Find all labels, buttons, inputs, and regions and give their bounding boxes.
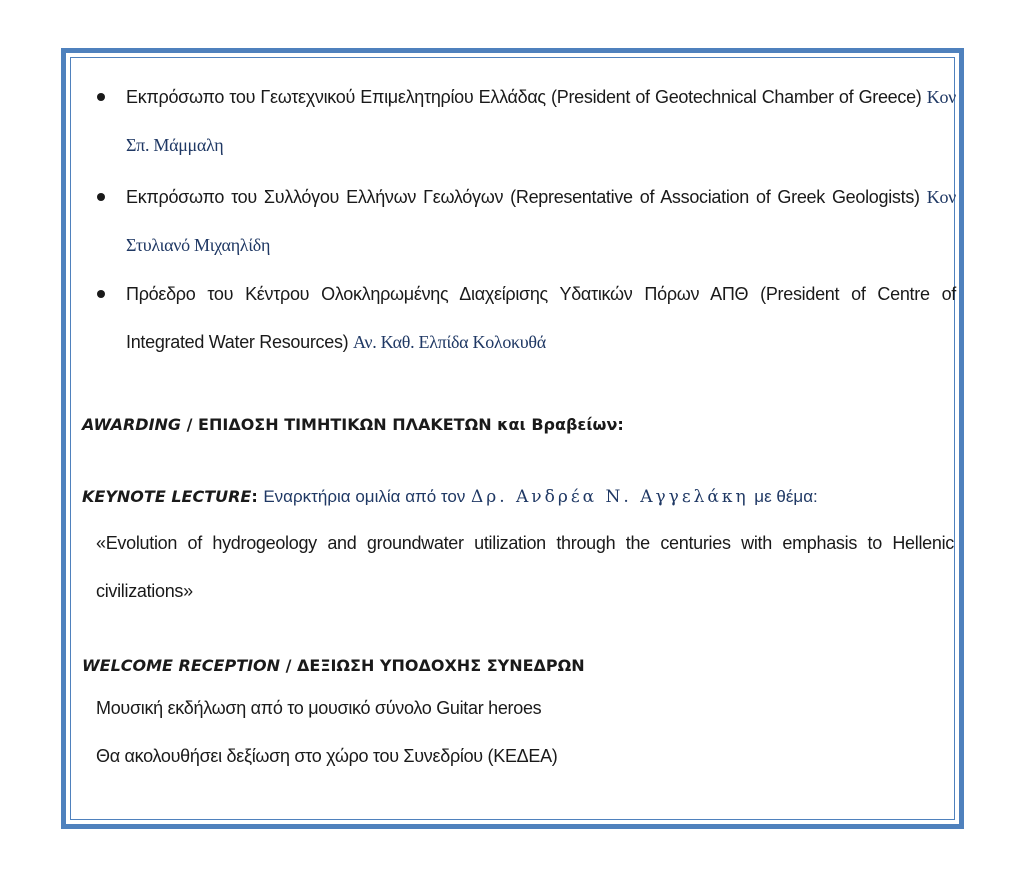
bullet-person-name: Κον Στυλιανό Μιχαηλίδη xyxy=(126,187,956,255)
reception-line-dinner: Θα ακολουθήσει δεξίωση στο χώρο του Συνεδρίου (ΚΕΔΕΑ) xyxy=(96,746,558,766)
bullet-text: Εκπρόσωπο του Συλλόγου Ελλήνων Γεωλόγων (Representative of Association of Greek Geologists) xyxy=(126,187,920,207)
bullet-item-geotechnical-chamber xyxy=(126,73,956,169)
reception-line-music: Μουσική εκδήλωση από το μουσικό σύνολο Guitar heroes xyxy=(96,698,542,718)
reception-heading xyxy=(82,656,585,675)
awarding-heading xyxy=(82,415,624,434)
document-frame xyxy=(61,48,964,829)
reception-heading-gr: / ΔΕΞΙΩΣΗ ΥΠΟΔΟΧΗΣ ΣΥΝΕΔΡΩΝ xyxy=(285,656,585,675)
bullet-item-greek-geologists xyxy=(126,173,956,269)
bullet-dot-icon xyxy=(97,93,105,101)
bullet-person-name: Κον Σπ. Μάμμαλη xyxy=(126,87,957,155)
reception-heading-en: WELCOME RECEPTION xyxy=(82,656,281,675)
bullet-person-name: Αν. Καθ. Ελπίδα Κολοκυθά xyxy=(353,332,546,352)
bullet-text: Εκπρόσωπο του Γεωτεχνικού Επιμελητηρίου Ελλάδας (President of Geotechnical Chamber of Greece) xyxy=(126,87,922,107)
keynote-heading-en: KEYNOTE LECTURE xyxy=(82,487,252,506)
bullet-text: Πρόεδρο του Κέντρου Ολοκληρωμένης Διαχείρισης Υδατικών Πόρων ΑΠΘ (President of Centre of Integrated Water Resources) xyxy=(126,284,956,352)
keynote-colon: : xyxy=(251,487,258,506)
keynote-speaker: Δρ. Ανδρέα Ν. Αγγελάκη xyxy=(470,487,749,507)
bullet-dot-icon xyxy=(97,193,105,201)
keynote-heading xyxy=(82,487,818,507)
bullet-item-water-resources xyxy=(126,270,956,366)
keynote-intro: Εναρκτήρια ομιλία από τον xyxy=(263,487,466,506)
bullet-dot-icon xyxy=(97,290,105,298)
keynote-title: «Evolution of hydrogeology and groundwater utilization through the centuries with emphasis to Hellenic civilizations» xyxy=(96,533,954,601)
awarding-heading-en: AWARDING xyxy=(82,415,182,434)
document-content xyxy=(66,53,959,824)
awarding-heading-gr: / ΕΠΙΔΟΣΗ ΤΙΜΗΤΙΚΩΝ ΠΛΑΚΕΤΩΝ και Βραβείων: xyxy=(186,415,624,434)
keynote-tail: με θέμα: xyxy=(754,487,818,506)
